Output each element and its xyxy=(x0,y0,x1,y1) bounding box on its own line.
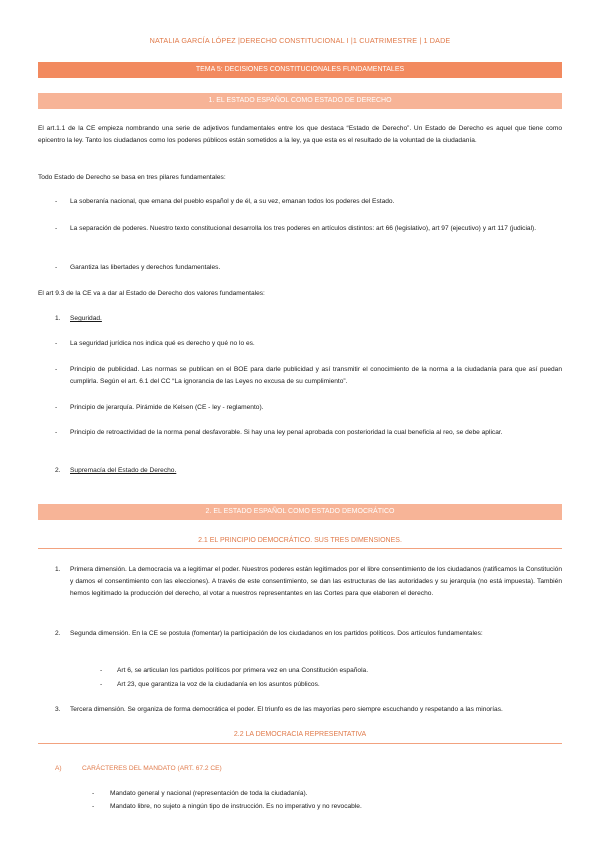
subsection-2-1-title: 2.1 EL PRINCIPIO DEMOCRÁTICO. SUS TRES DIMENSIONES. xyxy=(198,537,402,544)
bullet-dash: - xyxy=(100,681,103,688)
bullet-dash: - xyxy=(55,225,58,232)
dimension-item: Primera dimensión. La democracia va a legitimar el poder. Nuestros poderes están legitimados por el libre consentimiento de los ciudadanos (ratificamos la Constitución y damos el consentimiento con las elecciones). A través de este consentimiento, se dan las estructuras de las autoridades y su jerarquía (no está impuesta). También hemos legitimado la producción del derecho, al votar a nuestros representantes en las Cortes para que elaboren el derecho. xyxy=(70,566,562,597)
topic-title-bar: TEMA 5: DECISIONES CONSTITUCIONALES FUNDAMENTALES xyxy=(38,62,562,78)
list-number: 3. xyxy=(55,706,61,713)
pillar-item: Garantiza las libertades y derechos fundamentales. xyxy=(70,264,221,271)
mandate-heading: CARÁCTERES DEL MANDATO (ART. 67.2 CE) xyxy=(82,765,222,772)
list-number: 1. xyxy=(55,315,61,322)
dimension-item: Segunda dimensión. En la CE se postula (fomentar) la participación de los ciudadanos en los partidos políticos. Dos artículos fundamentales: xyxy=(70,630,483,637)
mandate-item: Mandato general y nacional (representación de toda la ciudadanía). xyxy=(110,790,308,797)
value-security: Seguridad. xyxy=(70,315,102,322)
section1-title: 1. EL ESTADO ESPAÑOL COMO ESTADO DE DERECHO xyxy=(38,93,562,109)
page-header: NATALIA GARCÍA LÓPEZ |DERECHO CONSTITUCIONAL I |1 CUATRIMESTRE | 1 DADE xyxy=(149,36,451,45)
article-item: Art 23, que garantiza la voz de la ciudadanía en los asuntos públicos. xyxy=(117,681,320,688)
subsection-divider xyxy=(38,743,562,744)
list-number: 2. xyxy=(55,467,61,474)
bullet-dash: - xyxy=(92,803,95,810)
pillar-item: La separación de poderes. Nuestro texto constitucional desarrolla los tres poderes en artículos distintos: art 66 (legislativo), art 97 (ejecutivo) y art 117 (judicial). xyxy=(70,225,537,232)
section1-intro: El art.1.1 de la CE empieza nombrando una serie de adjetivos fundamentales entre los que destaca “Estado de Derecho”. Un Estado de Derecho es aquel que tiene como epicentro la ley. Tanto los ciudadanos como los poderes públicos están sometidos a la ley, ya que esta es el resultado de la voluntad de la ciudadanía. xyxy=(38,125,562,144)
dimension-item: Tercera dimensión. Se organiza de forma democrática el poder. El triunfo es de las mayorías pero siempre escuchando y respetando a las minorías. xyxy=(70,706,503,713)
bullet-dash: - xyxy=(55,404,58,411)
security-item: Principio de retroactividad de la norma penal desfavorable. Si hay una ley penal aprobada con posterioridad la cual beneficia al reo, se debe aplicar. xyxy=(70,429,503,436)
pillars-intro: Todo Estado de Derecho se basa en tres pilares fundamentales: xyxy=(38,174,226,181)
bullet-dash: - xyxy=(100,667,103,674)
value-supremacy: Supremacía del Estado de Derecho. xyxy=(70,467,177,474)
security-item: La seguridad jurídica nos indica qué es derecho y qué no lo es. xyxy=(70,340,255,347)
mandate-item: Mandato libre, no sujeto a ningún tipo de instrucción. Es no imperativo y no revocable. xyxy=(110,803,362,810)
bullet-dash: - xyxy=(92,790,95,797)
list-number: 1. xyxy=(55,566,61,573)
list-letter: A) xyxy=(55,765,62,772)
subsection-2-2-title: 2.2 LA DEMOCRACIA REPRESENTATIVA xyxy=(233,731,367,738)
security-item: Principio de publicidad. Las normas se publican en el BOE para darle publicidad y así transmitir el conocimiento de la norma a la ciudadanía para que así puedan cumplirla. Según el art. 6.1 del CC “La ignorancia de las Leyes no excusa de su cumplimiento”. xyxy=(70,366,562,385)
subsection-divider xyxy=(38,548,562,549)
pillar-item: La soberanía nacional, que emana del pueblo español y de él, a su vez, emanan todos los poderes del Estado. xyxy=(70,198,395,205)
security-item: Principio de jerarquía. Pirámide de Kelsen (CE - ley - reglamento). xyxy=(70,404,264,411)
article-item: Art 6, se articulan los partidos políticos por primera vez en una Constitución española. xyxy=(117,667,369,674)
bullet-dash: - xyxy=(55,340,58,347)
bullet-dash: - xyxy=(55,198,58,205)
bullet-dash: - xyxy=(55,264,58,271)
list-number: 2. xyxy=(55,630,61,637)
values-intro: El art 9.3 de la CE va a dar al Estado de Derecho dos valores fundamentales: xyxy=(38,290,265,297)
bullet-dash: - xyxy=(55,366,58,373)
bullet-dash: - xyxy=(55,429,58,436)
section2-title: 2. EL ESTADO ESPAÑOL COMO ESTADO DEMOCRÁTICO xyxy=(38,504,562,520)
